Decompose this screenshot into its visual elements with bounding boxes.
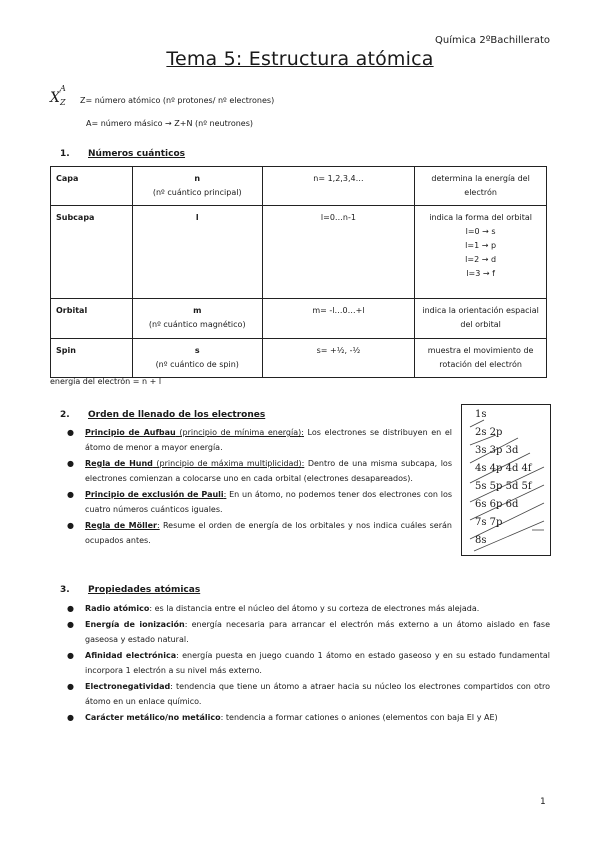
table-row <box>51 206 547 299</box>
bullet-icon: ● <box>67 521 74 530</box>
quantum-numbers-table <box>50 166 547 378</box>
table-row <box>51 167 547 206</box>
subshell-line: l=0 → s <box>465 227 496 236</box>
section-1-number: 1. <box>60 149 70 159</box>
notation-z-definition: Z= número atómico (nº protones/ nº electrones) <box>80 96 275 105</box>
symbol-desc: (nº cuántico de spin) <box>155 360 239 369</box>
bullet-icon: ● <box>67 620 74 629</box>
bullet-icon: ● <box>67 682 74 691</box>
section-3-number: 3. <box>60 585 70 595</box>
symbol-cell <box>132 167 262 206</box>
symbol-desc: (nº cuántico magnético) <box>148 320 246 329</box>
filling-rules-list <box>64 425 452 549</box>
bullet-icon: ● <box>67 459 74 468</box>
orbital-row: 4s 4p 4d 4f <box>475 463 532 474</box>
rule-text: Los electrones se distribuyen en el átomo de menor a mayor energía. <box>85 428 453 452</box>
symbol: s <box>194 346 200 355</box>
page-number: 1 <box>540 797 546 807</box>
rule-colon: : <box>301 428 304 437</box>
property-text: : energía necesaria para arrancar el electrón más externo a un átomo aislado en fase gaseosa y estado natural. <box>85 620 551 644</box>
values-cell: s= +½, -½ <box>262 339 415 378</box>
row-label: Orbital <box>51 299 133 339</box>
list-item <box>64 648 550 678</box>
rule-paren: (principio de mínima energía) <box>175 428 302 437</box>
rule-term: Regla de Hund <box>85 459 153 468</box>
nuclide-symbol: X <box>50 90 60 106</box>
values-cell: n= 1,2,3,4… <box>262 167 415 206</box>
symbol: m <box>193 306 202 315</box>
orbital-row: 5s 5p 5d 5f <box>475 481 532 492</box>
diagonal-arrow <box>470 420 484 427</box>
symbol-cell <box>132 206 262 299</box>
property-term: Electronegatividad <box>85 682 171 691</box>
rule-colon: : <box>301 459 305 468</box>
rule-term: Principio de exclusión de Pauli <box>85 490 224 499</box>
energy-note: energía del electrón = n + l <box>50 377 162 386</box>
orbital-row: 8s <box>475 535 487 546</box>
desc-cell: indica la orientación espacial del orbital <box>415 299 547 339</box>
subshell-line: l=1 → p <box>465 241 497 250</box>
list-item <box>64 425 452 455</box>
property-term: Radio atómico <box>85 604 150 613</box>
rule-colon: : <box>156 521 160 530</box>
notation-a-definition: A= número másico → Z+N (nº neutrones) <box>86 119 253 128</box>
property-term: Carácter metálico/no metálico <box>85 713 221 722</box>
desc-cell: muestra el movimiento de rotación del electrón <box>415 339 547 378</box>
desc-cell <box>415 206 547 299</box>
section-3-heading <box>60 585 200 595</box>
atomic-number-sub: Z <box>60 98 66 107</box>
rule-term: Principio de Aufbau <box>85 428 176 437</box>
section-1-heading <box>60 149 185 159</box>
subshell-line: l=3 → f <box>466 269 495 278</box>
values-cell: m= -l…0…+l <box>262 299 415 339</box>
property-term: Afinidad electrónica <box>85 651 177 660</box>
rule-text: Resume el orden de energía de los orbitales y nos indica cuáles serán ocupados antes. <box>85 521 452 545</box>
rule-text: En un átomo, no podemos tener dos electrones con los cuatro números cuánticos iguales. <box>85 490 453 514</box>
bullet-icon: ● <box>67 651 74 660</box>
desc-cell: determina la energía del electrón <box>415 167 547 206</box>
symbol-cell <box>132 299 262 339</box>
nuclide-notation <box>50 84 72 112</box>
bullet-icon: ● <box>67 428 74 437</box>
symbol-desc: (nº cuántico principal) <box>152 188 242 197</box>
orbital-row: 6s 6p 6d <box>475 499 519 510</box>
list-item <box>64 518 452 548</box>
rule-paren: (principio de máxima multiplicidad) <box>152 459 302 468</box>
section-2-number: 2. <box>60 410 70 420</box>
mass-number-sup: A <box>60 84 66 93</box>
orbital-row: 7s 7p <box>475 517 503 528</box>
rule-term: Regla de Möller <box>85 521 157 530</box>
list-item <box>64 601 550 616</box>
property-text: : es la distancia entre el núcleo del átomo y su corteza de electrones más alejada. <box>149 604 480 613</box>
bullet-icon: ● <box>67 604 74 613</box>
subshell-line: l=2 → d <box>465 255 497 264</box>
section-2-title: Orden de llenado de los electrones <box>88 410 266 420</box>
atomic-properties-list <box>64 601 550 726</box>
property-term: Energía de ionización <box>85 620 185 629</box>
list-item <box>64 679 550 709</box>
symbol: l <box>195 213 199 222</box>
list-item <box>64 487 452 517</box>
row-label: Spin <box>51 339 133 378</box>
row-label: Subcapa <box>51 206 133 299</box>
property-text: : tendencia a formar cationes o aniones (elementos con baja EI y AE) <box>220 713 498 722</box>
desc-text: indica la forma del orbital <box>429 213 532 222</box>
section-2-heading <box>60 410 265 420</box>
property-text: : tendencia que tiene un átomo a atraer hacia su núcleo los electrones compartidos con otro átomo en un enlace químico. <box>85 682 550 706</box>
table-row <box>51 299 547 339</box>
bullet-icon: ● <box>67 713 74 722</box>
rule-colon: : <box>223 490 227 499</box>
section-1-title: Números cuánticos <box>88 149 186 159</box>
orbital-row: 3s 3p 3d <box>475 445 519 456</box>
section-3-title: Propiedades atómicas <box>88 585 201 595</box>
orbital-row: 2s 2p <box>475 427 503 438</box>
orbital-row: 1s <box>475 409 487 420</box>
symbol: n <box>194 174 201 183</box>
list-item <box>64 456 452 486</box>
values-cell: l=0…n-1 <box>262 206 415 299</box>
list-item <box>64 617 550 647</box>
table-row <box>51 339 547 378</box>
moller-diagram <box>461 404 551 556</box>
property-text: : energía puesta en juego cuando 1 átomo en estado gaseoso y en su estado fundamental incorpora 1 electrón a su nivel más externo. <box>85 651 551 675</box>
row-label: Capa <box>51 167 133 206</box>
bullet-icon: ● <box>67 490 74 499</box>
rule-text: Dentro de una misma subcapa, los electrones comienzan a colocarse uno en cada orbital (electrones desapareados). <box>85 459 452 483</box>
page-header: Química 2ºBachillerato <box>435 35 550 46</box>
page-title: Tema 5: Estructura atómica <box>166 48 434 70</box>
symbol-cell <box>132 339 262 378</box>
list-item <box>64 710 550 725</box>
